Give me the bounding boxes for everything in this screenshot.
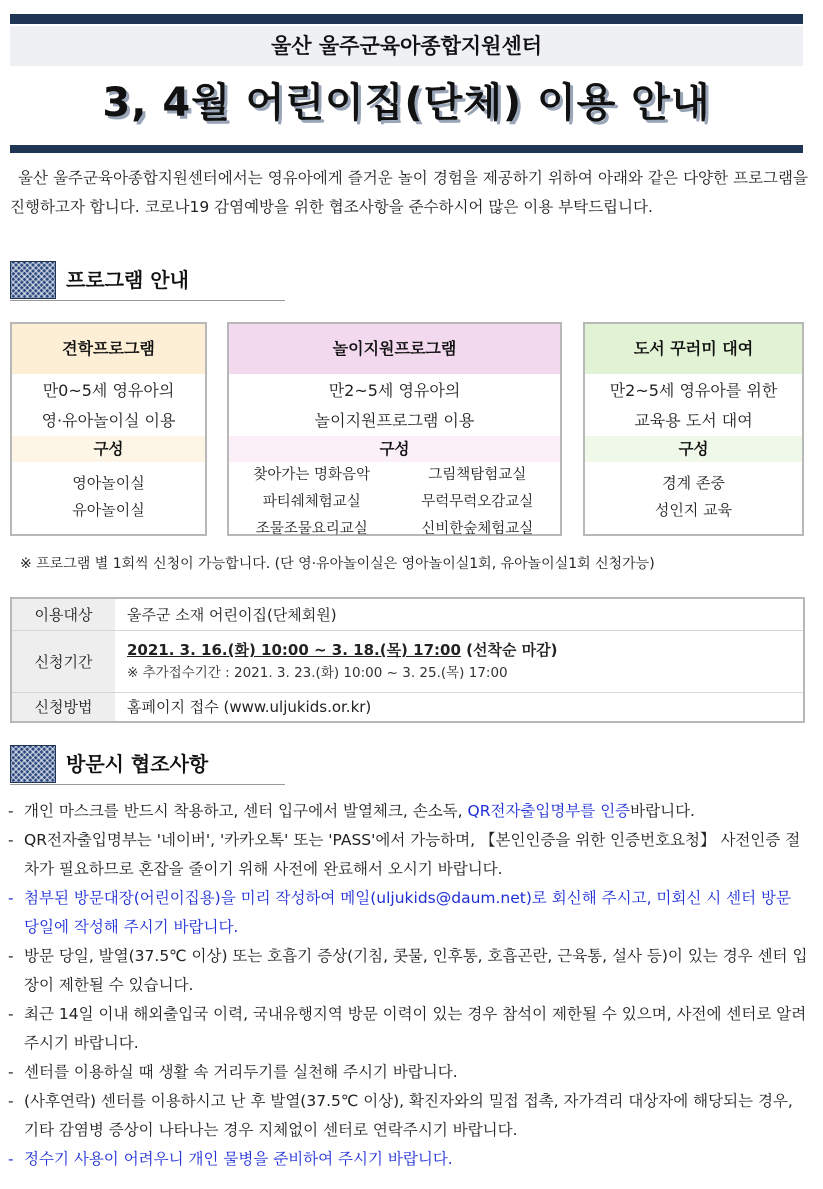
section-pattern-icon — [10, 261, 56, 299]
section-title: 방문시 협조사항 — [66, 752, 209, 776]
item-text-highlight: QR전자출입명부를 인증 — [467, 802, 631, 820]
program-item: 그림책탐험교실 — [428, 467, 527, 483]
period-extra: ※ 추가접수기간 : 2021. 3. 23.(화) 10:00 ~ 3. 25.(목) 17:00 — [127, 665, 508, 681]
target-label: 이용대상 — [11, 598, 115, 630]
program-name: 놀이지원프로그램 — [229, 324, 560, 374]
section-heading-cooperation — [10, 743, 285, 785]
program-item: 조물조물요리교실 — [255, 521, 368, 537]
section-pattern-icon — [10, 745, 56, 783]
program-desc-line: 만0~5세 영유아의 — [42, 381, 175, 400]
program-item: 경계 존중 — [662, 474, 725, 492]
program-item: 무럭무럭오감교실 — [421, 494, 534, 510]
program-desc-line: 만2~5세 영유아를 위한 — [609, 381, 778, 400]
section-heading-program — [10, 259, 285, 301]
composition-label: 구성 — [585, 436, 802, 462]
top-navy-bar — [10, 14, 803, 24]
program-name: 견학프로그램 — [12, 324, 205, 374]
program-desc-line: 놀이지원프로그램 이용 — [314, 411, 475, 430]
program-description — [12, 374, 205, 436]
program-item: 영아놀이실 — [72, 474, 145, 492]
period-main — [127, 638, 803, 662]
program-name: 도서 꾸러미 대여 — [585, 324, 802, 374]
section-title: 프로그램 안내 — [66, 268, 189, 292]
program-description — [229, 374, 560, 436]
period-suffix: (선착순 마감) — [460, 641, 558, 659]
program-items — [12, 462, 205, 524]
intro-paragraph: 울산 울주군육아종합지원센터에서는 영유아에게 즐거운 놀이 경험을 제공하기 위하여 아래와 같은 다양한 프로그램을 진행하고자 합니다. 코로나19 감염예방을 위한 협조사항을 준수하시어 많은 이용 부탁드립니다. — [10, 169, 808, 216]
composition-label: 구성 — [229, 436, 560, 462]
program-item: 찾아가는 명화음악 — [253, 467, 371, 483]
list-item: - 첨부된 방문대장(어린이집용)을 미리 작성하여 메일(uljukids@daum.net)로 회신해 주시고, 미회신 시 센터 방문 당일에 작성해 주시기 바랍니다. — [8, 884, 808, 942]
program-desc-line: 영·유아놀이실 이용 — [41, 411, 176, 430]
application-info-table — [10, 597, 805, 723]
item-text: 개인 마스크를 반드시 착용하고, 센터 입구에서 발열체크, 손소독, — [24, 802, 468, 820]
target-value: 울주군 소재 어린이집(단체회원) — [127, 605, 337, 624]
center-name: 울산 울주군육아종합지원센터 — [10, 26, 803, 66]
list-item — [8, 797, 808, 826]
list-item: - QR전자출입명부는 '네이버', '카카오톡' 또는 'PASS'에서 가능하며, 【본인인증을 위한 인증번호요청】 사전인증 절차가 필요하므로 혼잡을 줄이기 위해 사전에 완료해서 오시기 바랍니다. — [8, 826, 808, 884]
period-label: 신청기간 — [11, 630, 115, 692]
list-item: - 센터를 이용하실 때 생활 속 거리두기를 실천해 주시기 바랍니다. — [8, 1058, 808, 1087]
program-card-books — [583, 322, 804, 536]
program-desc-line: 만2~5세 영유아의 — [328, 381, 461, 400]
program-item: 유아놀이실 — [72, 501, 145, 519]
table-row — [11, 692, 804, 722]
program-description — [585, 374, 802, 436]
table-row — [11, 598, 804, 630]
method-value: 홈페이지 접수 (www.uljukids.or.kr) — [115, 692, 804, 722]
list-item: - 정수기 사용이 어려우니 개인 물병을 준비하여 주시기 바랍니다. — [8, 1145, 808, 1174]
composition-label: 구성 — [12, 436, 205, 462]
method-label: 신청방법 — [11, 692, 115, 722]
table-row — [11, 630, 804, 692]
item-text: 바랍니다. — [630, 802, 695, 820]
program-item: 성인지 교육 — [654, 501, 733, 519]
program-item: 파티쉐체험교실 — [262, 494, 361, 510]
list-item: - 방문 당일, 발열(37.5℃ 이상) 또는 호흡기 증상(기침, 콧물, 인후통, 호흡곤란, 근육통, 설사 등)이 있는 경우 센터 입장이 제한될 수 있습니다. — [8, 942, 808, 1000]
cooperation-list — [8, 797, 808, 1174]
program-card-play — [227, 322, 562, 536]
period-dates: 2021. 3. 16.(화) 10:00 ~ 3. 18.(목) 17:00 — [127, 641, 461, 659]
program-card-tour — [10, 322, 207, 536]
page-title: 3, 4월 어린이집(단체) 이용 안내 — [102, 80, 711, 126]
list-item: - (사후연락) 센터를 이용하시고 난 후 발열(37.5℃ 이상), 확진자와의 밀접 접촉, 자가격리 대상자에 해당되는 경우, 기타 감염병 증상이 나타나는 경우 지체없이 센터로 연락주시기 바랍니다. — [8, 1087, 808, 1145]
program-items — [585, 462, 802, 524]
program-items — [229, 462, 560, 543]
program-item: 신비한숲체험교실 — [421, 521, 534, 537]
program-desc-line: 교육용 도서 대여 — [634, 411, 753, 430]
period-value — [115, 630, 804, 692]
list-item: - 최근 14일 이내 해외출입국 이력, 국내유행지역 방문 이력이 있는 경우 참석이 제한될 수 있으며, 사전에 센터로 알려주시기 바랍니다. — [8, 1000, 808, 1058]
bottom-navy-bar — [10, 145, 803, 153]
program-note: ※ 프로그램 별 1회씩 신청이 가능합니다. (단 영·유아놀이실은 영아놀이실1회, 유아놀이실1회 신청가능) — [20, 556, 655, 572]
